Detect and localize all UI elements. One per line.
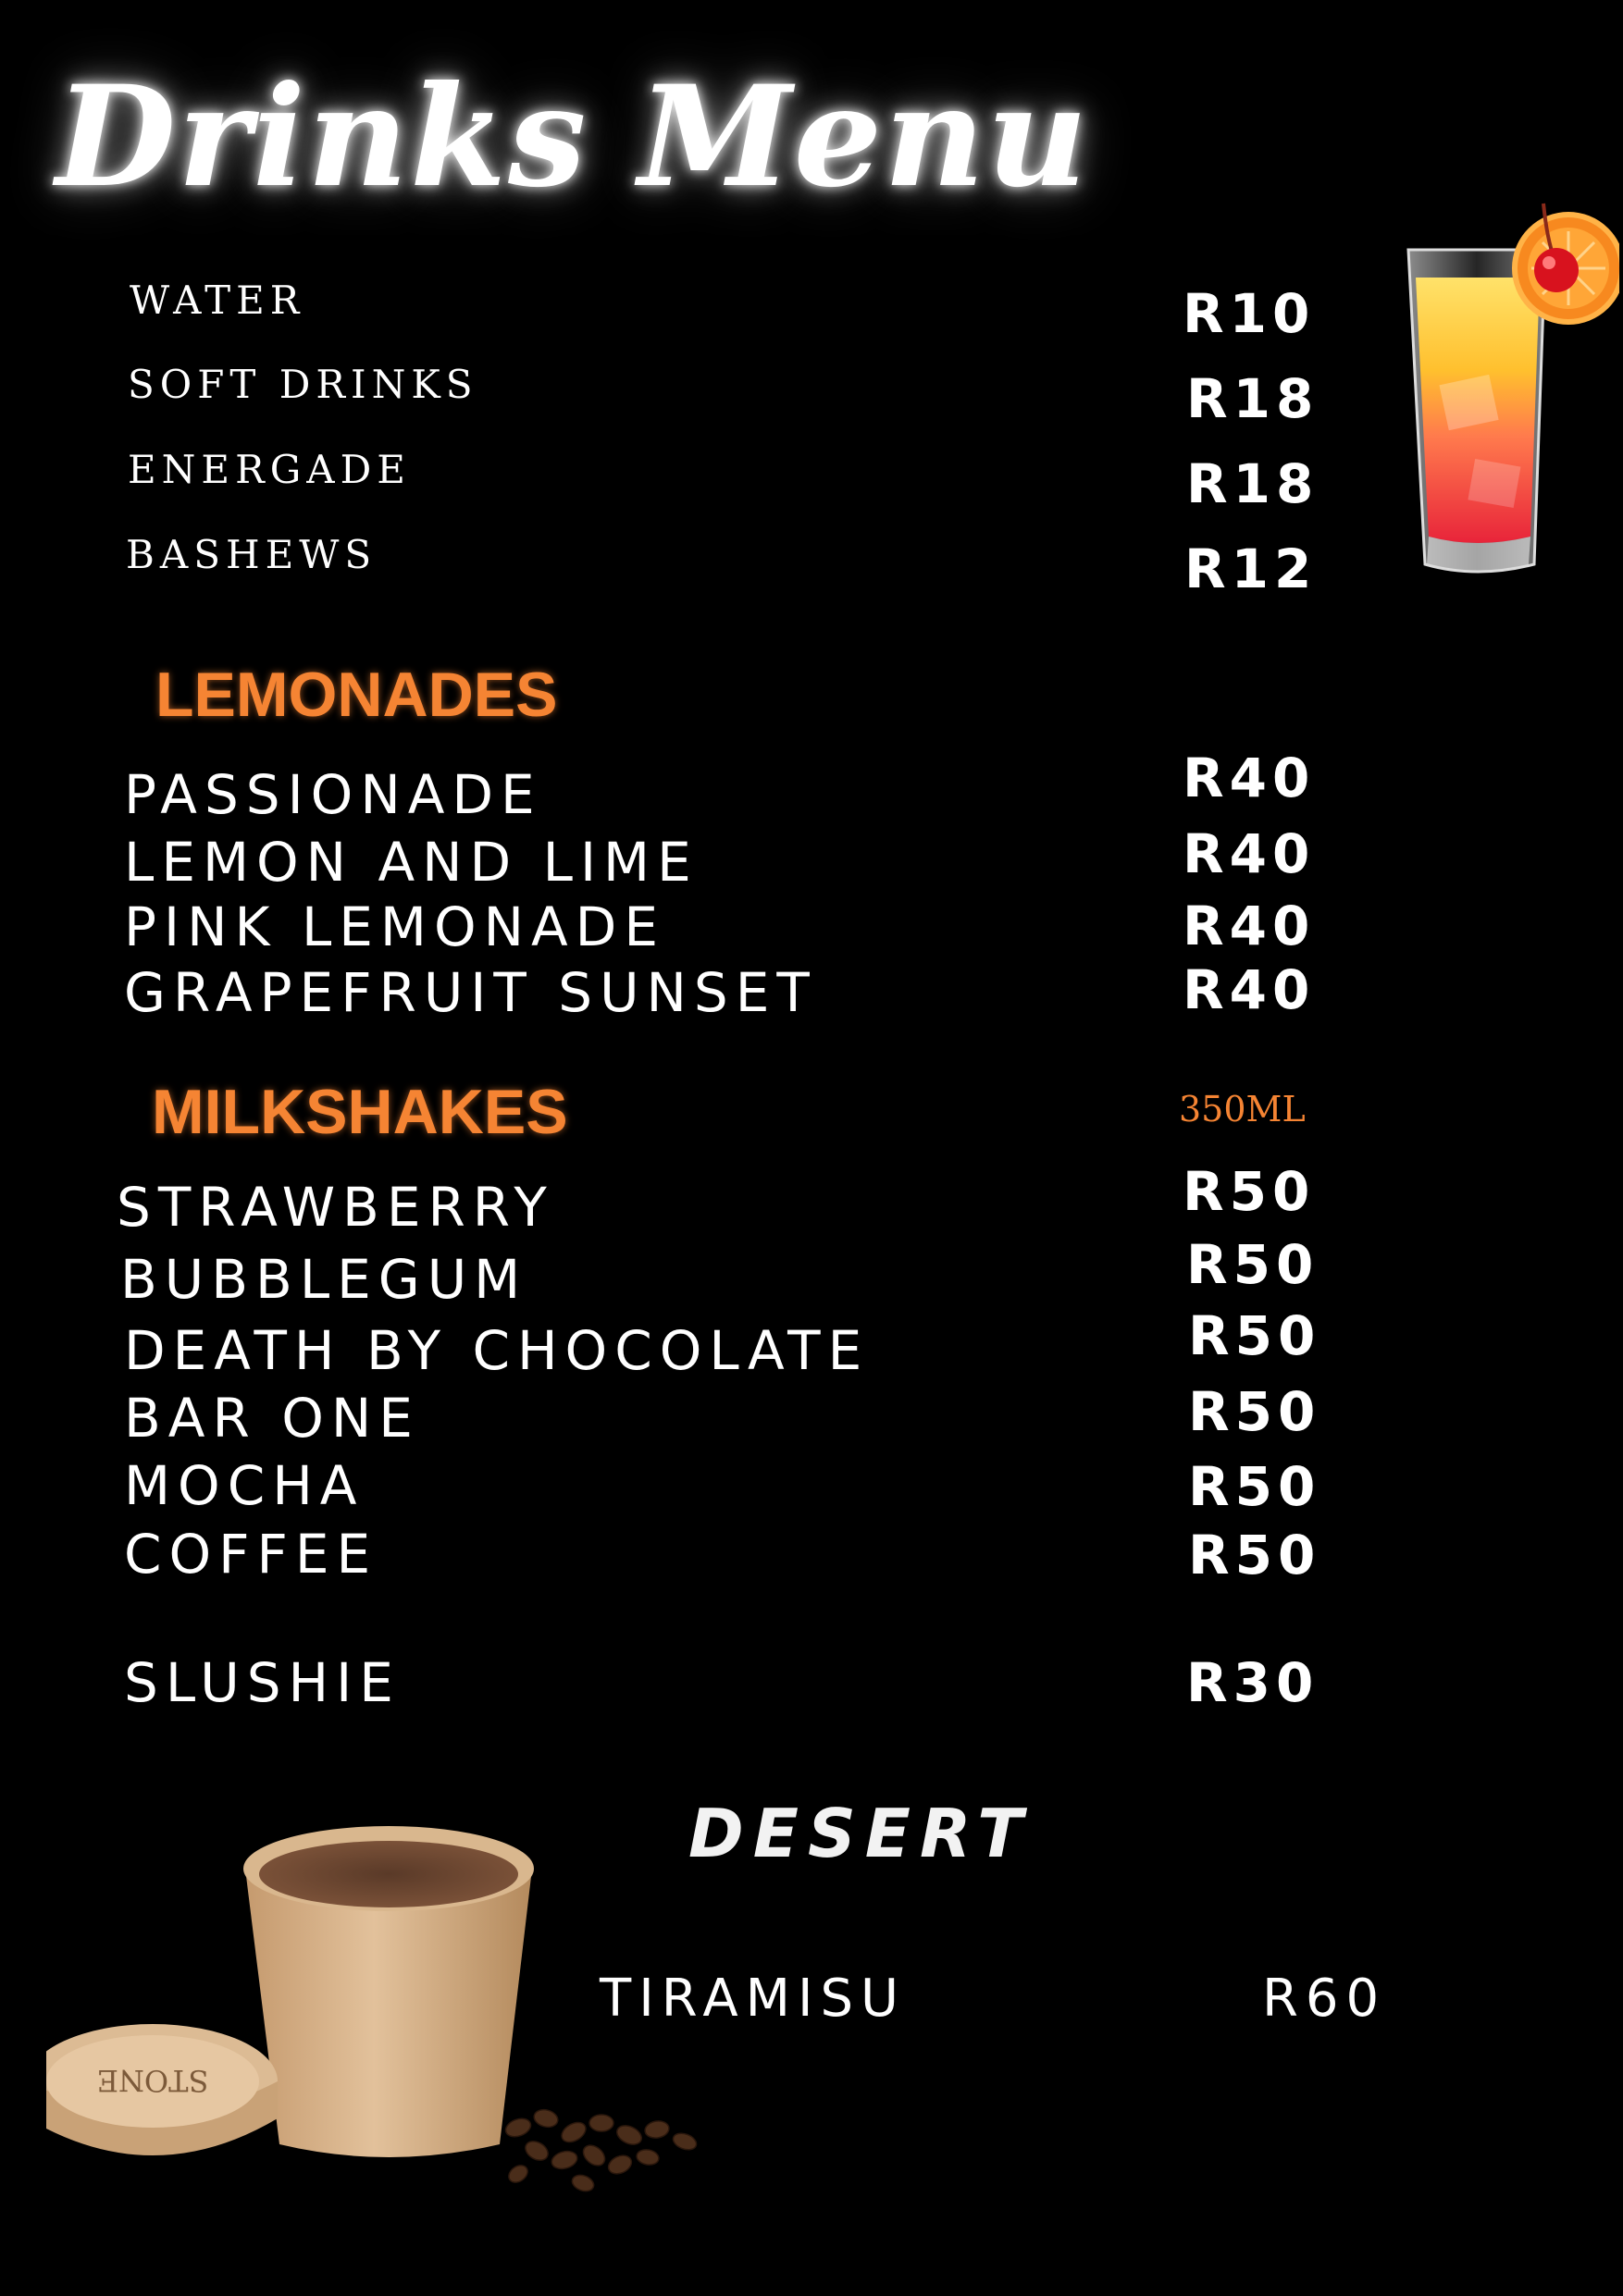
lid-logo-text: STONE <box>96 2063 209 2098</box>
milkshake-name: BUBBLEGUM <box>120 1248 528 1311</box>
lemonade-name: PASSIONADE <box>124 763 542 826</box>
drink-name-energade: ENERGADE <box>128 447 411 492</box>
milkshake-name: MOCHA <box>124 1454 365 1517</box>
lemonade-price: R40 <box>1183 895 1316 957</box>
slushie-price: R30 <box>1186 1651 1319 1714</box>
slushie-name: SLUSHIE <box>124 1651 401 1714</box>
drink-name-bashews: BASHEWS <box>126 532 378 577</box>
lemonade-name: PINK LEMONADE <box>124 895 665 958</box>
lemonade-price: R40 <box>1183 958 1316 1021</box>
drink-name-water: WATER <box>130 278 305 323</box>
milkshake-volume: 350ML <box>1179 1089 1306 1129</box>
section-heading-desert: DESERT <box>688 1795 1033 1872</box>
drink-price-bashews: R12 <box>1184 537 1318 600</box>
milkshake-name: COFFEE <box>124 1523 378 1586</box>
lemonade-name: GRAPEFRUIT SUNSET <box>124 961 817 1024</box>
menu-title: Drinks Menu <box>56 56 1090 218</box>
tiramisu-cup-image <box>46 1804 564 2211</box>
desert-item-price: R60 <box>1262 1969 1387 2029</box>
lemonade-price: R40 <box>1183 822 1316 885</box>
drink-price-soft-drinks: R18 <box>1186 367 1319 430</box>
milkshake-price: R50 <box>1188 1380 1321 1443</box>
milkshake-name: DEATH BY CHOCOLATE <box>124 1319 870 1382</box>
desert-item-name: TIRAMISU <box>600 1969 907 2029</box>
milkshake-name: BAR ONE <box>124 1387 420 1450</box>
lemonade-price: R40 <box>1183 747 1316 809</box>
milkshake-price: R50 <box>1186 1233 1319 1296</box>
lemonade-name: LEMON AND LIME <box>124 831 699 894</box>
section-heading-milkshakes: MILKSHAKES <box>152 1077 568 1147</box>
milkshake-name: STRAWBERRY <box>117 1176 554 1239</box>
milkshake-price: R50 <box>1188 1524 1321 1586</box>
drink-name-soft-drinks: SOFT DRINKS <box>128 362 478 407</box>
drink-price-energade: R18 <box>1186 452 1319 515</box>
milkshake-price: R50 <box>1188 1304 1321 1367</box>
milkshake-price: R50 <box>1183 1160 1316 1223</box>
drink-price-water: R10 <box>1183 282 1316 345</box>
coffee-beans-image <box>490 2091 722 2202</box>
cocktail-glass-image <box>1388 167 1619 592</box>
milkshake-price: R50 <box>1188 1455 1321 1518</box>
section-heading-lemonades: LEMONADES <box>155 660 558 730</box>
